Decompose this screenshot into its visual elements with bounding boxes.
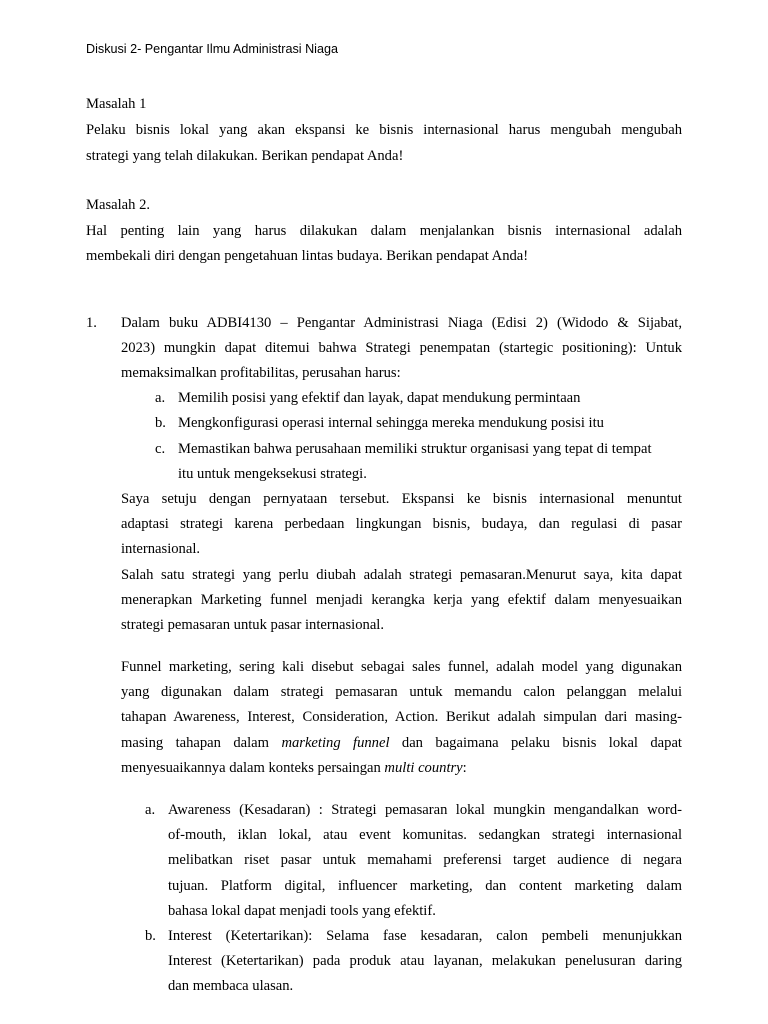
stage-marker: a.	[145, 802, 156, 818]
stage-line: melibatkan riset pasar untuk memahami preferensi target audience di negara	[168, 852, 682, 868]
list-item: Memastikan bahwa perusahaan memiliki struktur organisasi yang tepat di tempat	[178, 441, 652, 457]
stage-line: of-mouth, iklan lokal, atau event komunitas. sedangkan strategi internasional	[168, 827, 682, 843]
text-run: :	[462, 760, 467, 776]
paragraph-line: Salah satu strategi yang perlu diubah adalah strategi pemasaran.Menurut saya, kita dapat	[121, 567, 682, 583]
paragraph-line: strategi pemasaran untuk pasar internasional.	[121, 617, 385, 633]
answer-intro-line: 2023) mungkin dapat ditemui bahwa Strategi penempatan (startegic positioning): Untuk	[121, 340, 682, 356]
paragraph-line: adaptasi strategi karena perbedaan lingkungan bisnis, budaya, dan regulasi di pasar	[121, 516, 682, 532]
italic-term: marketing funnel	[281, 735, 390, 751]
stage-line: Interest (Ketertarikan): Selama fase kesadaran, calon pembeli menunjukkan	[168, 928, 682, 944]
paragraph-line: internasional.	[121, 541, 201, 557]
paragraph-line	[121, 758, 467, 778]
paragraph-line: tahapan Awareness, Interest, Consideration, Action. Berikut adalah simpulan dari masing-	[121, 709, 682, 725]
paragraph-line: menerapkan Marketing funnel menjadi kerangka kerja yang efektif dalam menyesuaikan	[121, 592, 682, 608]
list-marker: b.	[155, 415, 166, 431]
text-run: dan bagaimana pelaku bisnis lokal dapat	[389, 735, 682, 751]
stage-marker: b.	[145, 928, 156, 944]
masalah1-line: strategi yang telah dilakukan. Berikan pendapat Anda!	[86, 148, 404, 164]
list-marker: a.	[155, 390, 166, 406]
paragraph-line: Saya setuju dengan pernyataan tersebut. Ekspansi ke bisnis internasional menuntut	[121, 491, 682, 507]
answer-number: 1.	[86, 315, 97, 331]
page-header: Diskusi 2- Pengantar Ilmu Administrasi Niaga	[86, 42, 338, 56]
masalah2-title: Masalah 2.	[86, 197, 151, 213]
paragraph-line: Funnel marketing, sering kali disebut sebagai sales funnel, adalah model yang digunakan	[121, 659, 682, 675]
list-marker: c.	[155, 441, 166, 457]
list-item: Mengkonfigurasi operasi internal sehingga mereka mendukung posisi itu	[178, 415, 604, 431]
italic-term: multi country	[384, 760, 463, 776]
masalah1-title: Masalah 1	[86, 96, 147, 112]
stage-line: dan membaca ulasan.	[168, 978, 294, 994]
paragraph-line	[121, 733, 682, 753]
masalah2-line: Hal penting lain yang harus dilakukan dalam menjalankan bisnis internasional adalah	[86, 223, 682, 239]
answer-intro-line: Dalam buku ADBI4130 – Pengantar Administrasi Niaga (Edisi 2) (Widodo & Sijabat,	[121, 315, 682, 331]
stage-line: Interest (Ketertarikan) pada produk atau layanan, melakukan penelusuran daring	[168, 953, 682, 969]
paragraph-line: yang digunakan dalam strategi pemasaran untuk memandu calon pelanggan melalui	[121, 684, 682, 700]
stage-line: Awareness (Kesadaran) : Strategi pemasaran lokal mungkin mengandalkan word-	[168, 802, 682, 818]
masalah1-line: Pelaku bisnis lokal yang akan ekspansi ke bisnis internasional harus mengubah mengubah	[86, 122, 682, 138]
masalah2-line: membekali diri dengan pengetahuan lintas budaya. Berikan pendapat Anda!	[86, 248, 529, 264]
list-item: itu untuk mengeksekusi strategi.	[178, 466, 367, 482]
text-run: masing tahapan dalam	[121, 735, 282, 751]
answer-intro-line: memaksimalkan profitabilitas, perusahan harus:	[121, 365, 401, 381]
text-run: menyesuaikannya dalam konteks persaingan	[121, 760, 385, 776]
stage-line: bahasa lokal dapat menjadi tools yang efektif.	[168, 903, 436, 919]
stage-line: tujuan. Platform digital, influencer marketing, dan content marketing dalam	[168, 878, 682, 894]
list-item: Memilih posisi yang efektif dan layak, dapat mendukung permintaan	[178, 390, 581, 406]
